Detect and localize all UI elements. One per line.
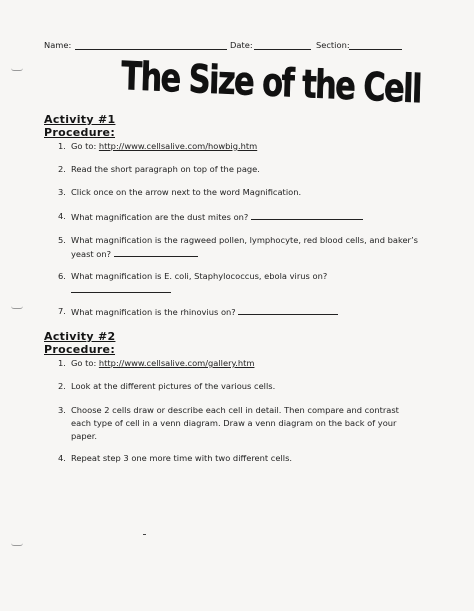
date-label: Date: [230,40,253,50]
section-label: Section: [316,40,350,50]
activity-2-procedure: Procedure: [44,343,116,356]
stray-mark [143,534,146,535]
answer-blank[interactable] [71,283,171,293]
hole-punch-mark [11,543,23,546]
answer-blank[interactable] [114,247,198,257]
answer-blank[interactable] [251,210,363,220]
page-title: The Size of the Cell [120,54,422,113]
activity-2-heading: Activity #2 [44,330,116,343]
header-fields [44,38,424,54]
date-blank[interactable] [254,49,311,50]
howbig-link[interactable]: http://www.cellsalive.com/howbig.htm [98,141,258,151]
answer-blank[interactable] [238,305,338,315]
activity-1-heading: Activity #1 [44,113,116,126]
name-blank[interactable] [75,49,227,50]
hole-punch-mark [11,306,23,309]
hole-punch-mark [11,68,23,71]
section-blank[interactable] [349,49,402,50]
activity-1-procedure: Procedure: [44,126,116,139]
gallery-link[interactable]: http://www.cellsalive.com/gallery.htm [98,358,255,368]
name-label: Name: [44,40,72,50]
worksheet-page: Name: Date: Section: The Size of the Cell Activity #1 Procedure: 1. Go to: http://www.cellsalive.com/howbig.htm 2. Read the short paragraph on top of the page. 3. Click once on the arrow next to the word Magnification. 4. What magnification are the dust mites on? 5. What magnification is the ragweed pollen, lymphocyte, red blood cells, and baker’s yeast on? 6. What magnification is E. coli, Staphylococcus, ebola virus on? 7. What magnification is the rhinovius on? Activity #2 Procedure: 1. Go to: http://www.cellsalive.com/gallery.htm 2. Look at the different pictures of the various cells. 3. Choose 2 cells draw or describe each cell in detail. Then compare and contrast each type of cell in a venn diagram. Draw a venn diagram on the back of your paper. 4. Repeat step 3 one more time with two different cells. [0,0,474,611]
